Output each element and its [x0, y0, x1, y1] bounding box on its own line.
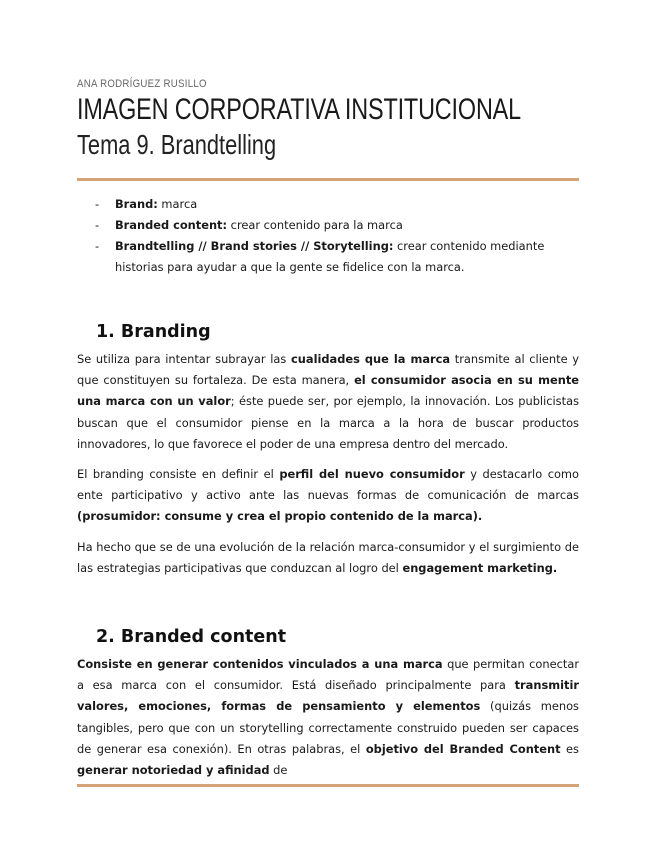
term: Brand: — [115, 197, 158, 211]
dash-bullet-icon: - — [95, 197, 100, 211]
definition: crear contenido para la marca — [227, 218, 403, 232]
term: Brandtelling // Brand stories // Storytelling: — [115, 239, 394, 253]
definition: crear contenido mediante historias para ayudar a que la gente se fidelice con la marca. — [115, 239, 545, 274]
dash-bullet-icon: - — [95, 239, 100, 253]
dash-bullet-icon: - — [95, 218, 100, 232]
paragraph: Consiste en generar contenidos vinculados a una marca que permitan conectar a esa marca con el consumidor. Está diseñado principalmente para transmitir valores, emociones, formas de pensamiento y elementos (quizás menos tangibles, pero que con un storytelling correctamente construido pueden ser capaces de generar esa conexión). En otras palabras, el objetivo del Branded Content es generar notoriedad y afinidad de — [77, 657, 580, 778]
document-subtitle: Tema 9. Brandtelling — [77, 129, 277, 160]
bottom-divider — [77, 784, 579, 787]
term: Branded content: — [115, 218, 228, 232]
paragraph: Ha hecho que se de una evolución de la relación marca-consumidor y el surgimiento de las estrategias participativas que conduzcan al logro del engagement marketing. — [77, 539, 579, 575]
document-title: IMAGEN CORPORATIVA INSTITUCIONAL — [77, 93, 522, 126]
paragraph: El branding consiste en definir el perfil del nuevo consumidor y destacarlo como ente participativo y activo ante las nuevas formas de comunicación de marcas (prosumidor: consume y crea el propio contenido de la marca). — [77, 467, 579, 524]
section-heading-branding: 1. Branding — [96, 322, 211, 342]
list-item — [77, 194, 579, 215]
definitions-list — [77, 194, 579, 278]
document-page — [77, 78, 579, 781]
list-item — [77, 215, 579, 236]
definition: marca — [157, 197, 198, 211]
top-divider — [77, 178, 579, 181]
list-item — [77, 236, 579, 278]
section-heading-branded-content: 2. Branded content — [96, 627, 287, 648]
author-name: ANA RODRÍGUEZ RUSILLO — [77, 78, 207, 90]
paragraph: Se utiliza para intentar subrayar las cualidades que la marca transmite al cliente y que constituyen su fortaleza. De esta manera, el consumidor asocia en su mente una marca con un valor; éste puede ser, por ejemplo, la innovación. Los publicistas buscan que el consumidor piense en la marca a la hora de buscar productos innovadores, lo que favorece el poder de una empresa dentro del mercado. — [77, 352, 579, 451]
